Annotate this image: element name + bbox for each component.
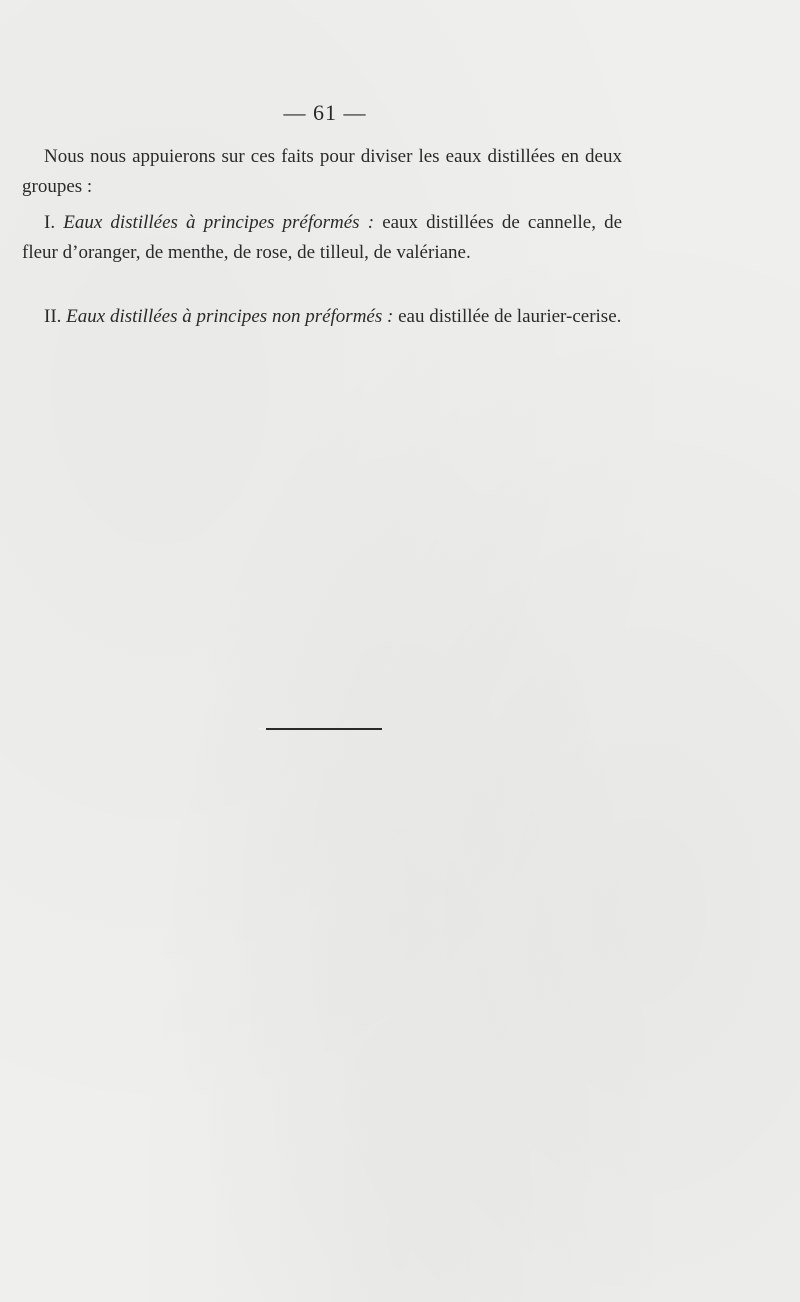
page-number: — 61 — (283, 100, 367, 125)
group-one-title: Eaux distillées à principes préformés : (63, 212, 375, 233)
intro-paragraph-text: Nous nous appuierons sur ces faits pour diviser les eaux distillées en deux groupes : (22, 146, 622, 197)
group-one-number: I. (44, 212, 56, 233)
section-divider-gap (258, 728, 266, 730)
group-two-body: eau distillée de laurier-cerise. (398, 306, 622, 327)
group-two-number: II. (44, 306, 62, 327)
section-divider (258, 728, 382, 730)
group-two-paragraph (22, 302, 622, 332)
group-two-title: Eaux distillées à principes non préformés : (66, 306, 394, 327)
group-one-body: eaux distillées de cannelle, de fleur d’oranger, de menthe, de rose, de tilleul, de valériane. (22, 212, 623, 263)
group-one-paragraph (22, 208, 622, 268)
intro-paragraph (22, 142, 622, 202)
